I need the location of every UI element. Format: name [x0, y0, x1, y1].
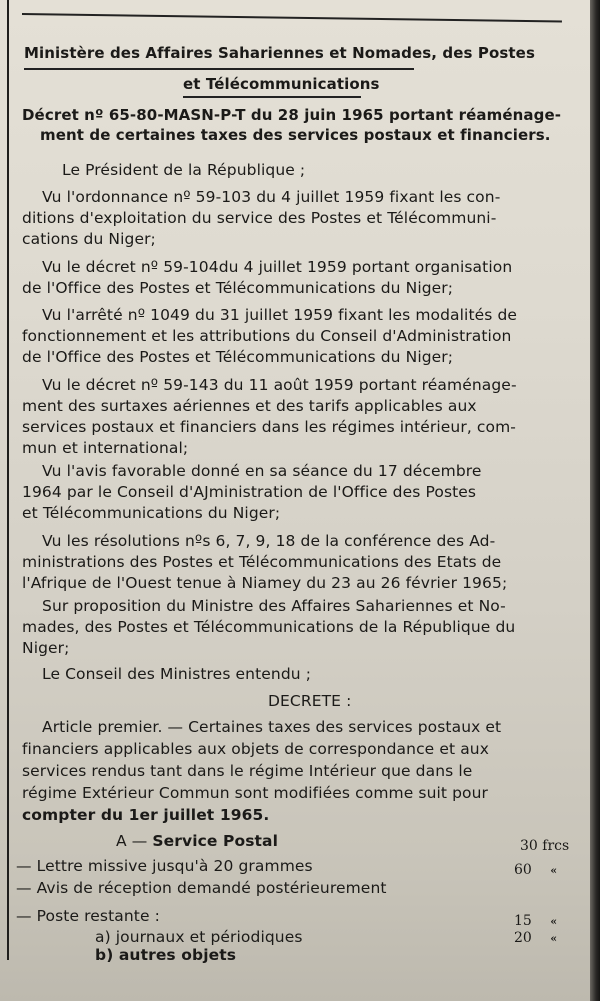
top-rule: [22, 13, 562, 23]
header-underline-2: [183, 96, 361, 98]
article-line: Article premier. — Certaines taxes des services postaux et: [42, 718, 502, 736]
visa-line: ditions d'exploitation du service des Postes et Télécommuni-: [22, 209, 497, 227]
president-line: Le Président de la République ;: [62, 161, 306, 179]
tariff-item: — Lettre missive jusqu'à 20 grammes: [16, 857, 313, 875]
visa-line: et Télécommunications du Niger;: [22, 504, 281, 522]
visa-line: mades, des Postes et Télécommunications de la République du: [22, 618, 516, 636]
amount: 20 «: [514, 930, 558, 946]
visa-line: mun et international;: [22, 439, 189, 457]
article-line: services rendus tant dans le régime Intérieur que dans le: [22, 762, 473, 780]
visa-line: cations du Niger;: [22, 230, 156, 248]
visa-line: Sur proposition du Ministre des Affaires Sahariennes et No-: [42, 597, 506, 615]
left-margin-rule: [7, 0, 9, 960]
visa-line: Vu les résolutions nºs 6, 7, 9, 18 de la conférence des Ad-: [42, 532, 496, 550]
decree-title-line2: ment de certaines taxes des services postaux et financiers.: [40, 126, 551, 144]
amount: 60 «: [514, 862, 558, 878]
visa-line: ministrations des Postes et Télécommunications des Etats de: [22, 553, 502, 571]
article-line: régime Extérieur Commun sont modifiées comme suit pour: [22, 784, 489, 802]
section-prefix: A —: [116, 832, 148, 850]
visa-line: Vu le décret nº 59-104du 4 juillet 1959 portant organisation: [42, 258, 513, 276]
tariff-item: — Avis de réception demandé postérieurement: [16, 879, 387, 897]
page-edge-shadow: [590, 0, 600, 1001]
tariff-subitem: a) journaux et périodiques: [95, 928, 303, 946]
section-title: Service Postal: [152, 832, 279, 850]
decrete-heading: DECRETE :: [268, 692, 352, 710]
visa-line: de l'Office des Postes et Télécommunications du Niger;: [22, 279, 454, 297]
decree-title-line1: Décret nº 65-80-MASN-P-T du 28 juin 1965 portant réaménage-: [22, 106, 562, 124]
council-line: Le Conseil des Ministres entendu ;: [42, 665, 312, 683]
ministry-header-line1: Ministère des Affaires Sahariennes et Nomades, des Postes: [24, 44, 535, 62]
visa-line: services postaux et financiers dans les régimes intérieur, com-: [22, 418, 516, 436]
amount: 30 frcs: [520, 838, 570, 854]
visa-line: de l'Office des Postes et Télécommunications du Niger;: [22, 348, 454, 366]
visa-line: Vu l'arrêté nº 1049 du 31 juillet 1959 fixant les modalités de: [42, 306, 518, 324]
visa-line: 1964 par le Conseil d'AJministration de l'Office des Postes: [22, 483, 477, 501]
section-heading: [116, 832, 278, 850]
visa-line: fonctionnement et les attributions du Conseil d'Administration: [22, 327, 512, 345]
amount: 15 «: [514, 913, 558, 929]
visa-line: Vu le décret nº 59-143 du 11 août 1959 portant réaménage-: [42, 376, 517, 394]
tariff-item: — Poste restante :: [16, 907, 160, 925]
visa-line: Vu l'ordonnance nº 59-103 du 4 juillet 1959 fixant les con-: [42, 188, 501, 206]
tariff-subitem: b) autres objets: [95, 946, 237, 964]
visa-line: l'Afrique de l'Ouest tenue à Niamey du 23 au 26 février 1965;: [22, 574, 508, 592]
ministry-header-line2: et Télécommunications: [183, 75, 380, 93]
visa-line: Vu l'avis favorable donné en sa séance du 17 décembre: [42, 462, 482, 480]
header-underline: [24, 68, 414, 70]
visa-line: Niger;: [22, 639, 70, 657]
article-line: financiers applicables aux objets de correspondance et aux: [22, 740, 489, 758]
visa-line: ment des surtaxes aériennes et des tarifs applicables aux: [22, 397, 477, 415]
article-line-bold: compter du 1er juillet 1965.: [22, 806, 270, 824]
